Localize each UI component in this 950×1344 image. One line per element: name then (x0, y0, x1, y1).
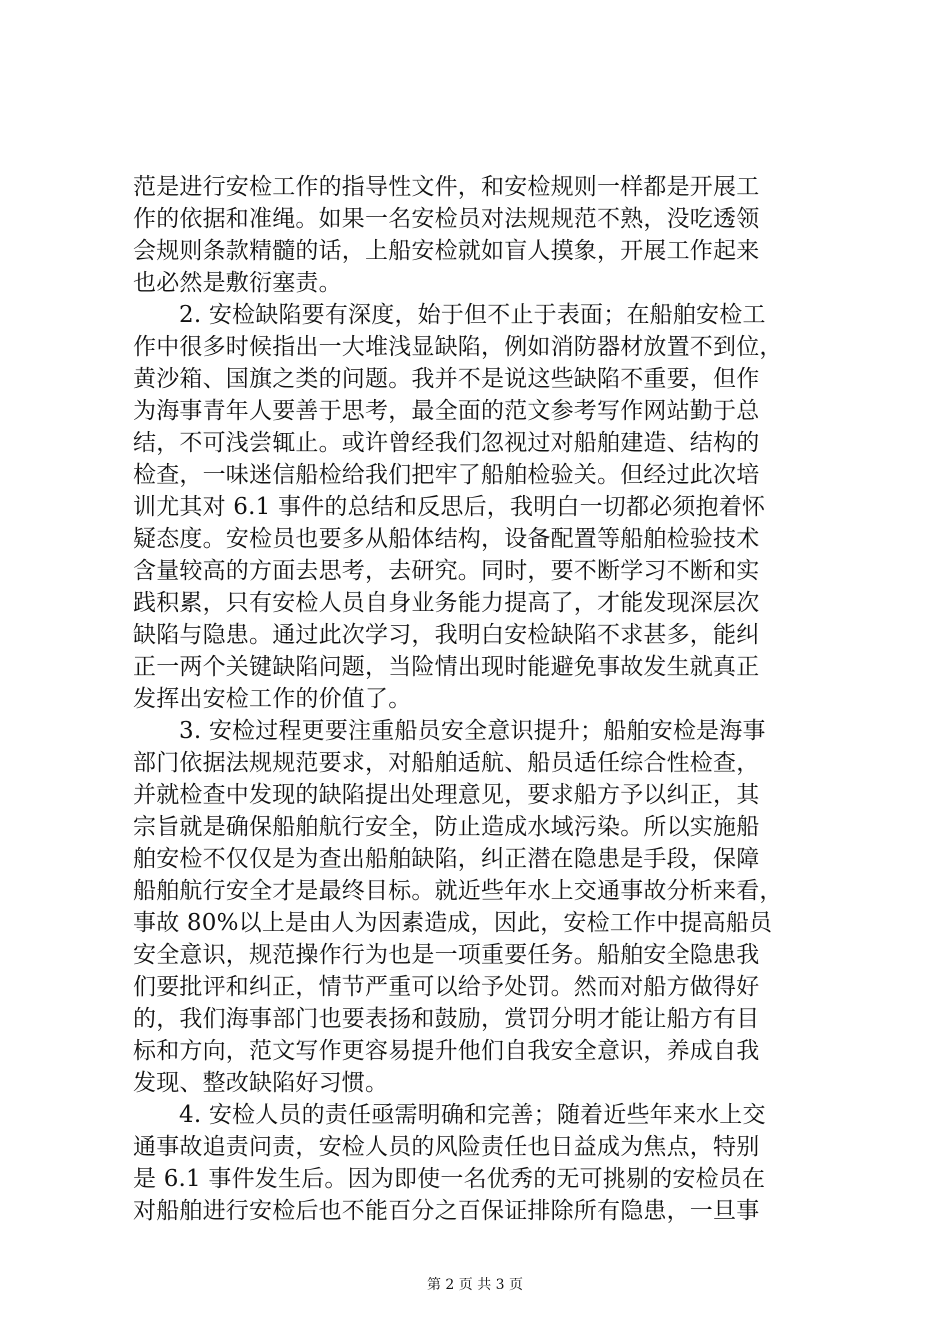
text-line: 践积累，只有安检人员自身业务能力提高了，才能发现深层次 (133, 590, 760, 616)
text-line: 为海事青年人要善于思考，最全面的范文参考写作网站勤于总 (133, 398, 760, 424)
page-number: 第 2 页 共 3 页 (426, 1277, 524, 1293)
text-line: 检查，一味迷信船检给我们把牢了船舶检验关。但经过此次培 (133, 462, 760, 488)
text-line: 事故 80%以上是由人为因素造成，因此，安检工作中提高船员 (133, 910, 773, 936)
text-line: 对船舶进行安检后也不能百分之百保证排除所有隐患，一旦事 (133, 1198, 760, 1224)
text-line: 也必然是敷衍塞责。 (133, 270, 342, 296)
paragraph-2-first-line: 2. 安检缺陷要有深度，始于但不止于表面；在船舶安检工 (179, 302, 766, 328)
text-line: 范是进行安检工作的指导性文件，和安检规则一样都是开展工 (133, 174, 760, 200)
page-footer (0, 1276, 950, 1294)
text-line: 们要批评和纠正，情节严重可以给予处罚。然而对船方做得好 (133, 974, 760, 1000)
text-line: 作的依据和准绳。如果一名安检员对法规规范不熟，没吃透领 (133, 206, 760, 232)
text-line: 的，我们海事部门也要表扬和鼓励，赏罚分明才能让船方有目 (133, 1006, 760, 1032)
text-line: 部门依据法规规范要求，对船舶适航、船员适任综合性检查， (133, 750, 760, 776)
text-line: 标和方向，范文写作更容易提升他们自我安全意识，养成自我 (133, 1038, 760, 1064)
text-line: 疑态度。安检员也要多从船体结构，设备配置等船舶检验技术 (133, 526, 760, 552)
text-line: 通事故追责问责，安检人员的风险责任也日益成为焦点，特别 (133, 1134, 760, 1160)
text-line: 缺陷与隐患。通过此次学习，我明白安检缺陷不求甚多，能纠 (133, 622, 760, 648)
text-line: 含量较高的方面去思考，去研究。同时，要不断学习不断和实 (133, 558, 760, 584)
text-line: 正一两个关键缺陷问题，当险情出现时能避免事故发生就真正 (133, 654, 760, 680)
text-line: 会规则条款精髓的话，上船安检就如盲人摸象，开展工作起来 (133, 238, 760, 264)
text-line: 船舶航行安全才是最终目标。就近些年水上交通事故分析来看， (133, 878, 783, 904)
text-line: 作中很多时候指出一大堆浅显缺陷，例如消防器材放置不到位， (133, 334, 783, 360)
paragraph-3-first-line: 3. 安检过程更要注重船员安全意识提升；船舶安检是海事 (179, 718, 766, 744)
document-body (133, 171, 833, 1227)
text-line: 是 6.1 事件发生后。因为即使一名优秀的无可挑剔的安检员在 (133, 1166, 766, 1192)
text-line: 舶安检不仅仅是为查出船舶缺陷，纠正潜在隐患是手段，保障 (133, 846, 760, 872)
text-line: 发现、整改缺陷好习惯。 (133, 1070, 389, 1096)
text-line: 宗旨就是确保船舶航行安全，防止造成水域污染。所以实施船 (133, 814, 760, 840)
text-line: 结，不可浅尝辄止。或许曾经我们忽视过对船舶建造、结构的 (133, 430, 760, 456)
text-line: 发挥出安检工作的价值了。 (133, 686, 412, 712)
text-line: 黄沙箱、国旗之类的问题。我并不是说这些缺陷不重要，但作 (133, 366, 760, 392)
text-line: 安全意识，规范操作行为也是一项重要任务。船舶安全隐患我 (133, 942, 760, 968)
paragraph-4-first-line: 4. 安检人员的责任亟需明确和完善；随着近些年来水上交 (179, 1102, 766, 1128)
text-line: 训尤其对 6.1 事件的总结和反思后，我明白一切都必须抱着怀 (133, 494, 766, 520)
text-line: 并就检查中发现的缺陷提出处理意见，要求船方予以纠正，其 (133, 782, 760, 808)
